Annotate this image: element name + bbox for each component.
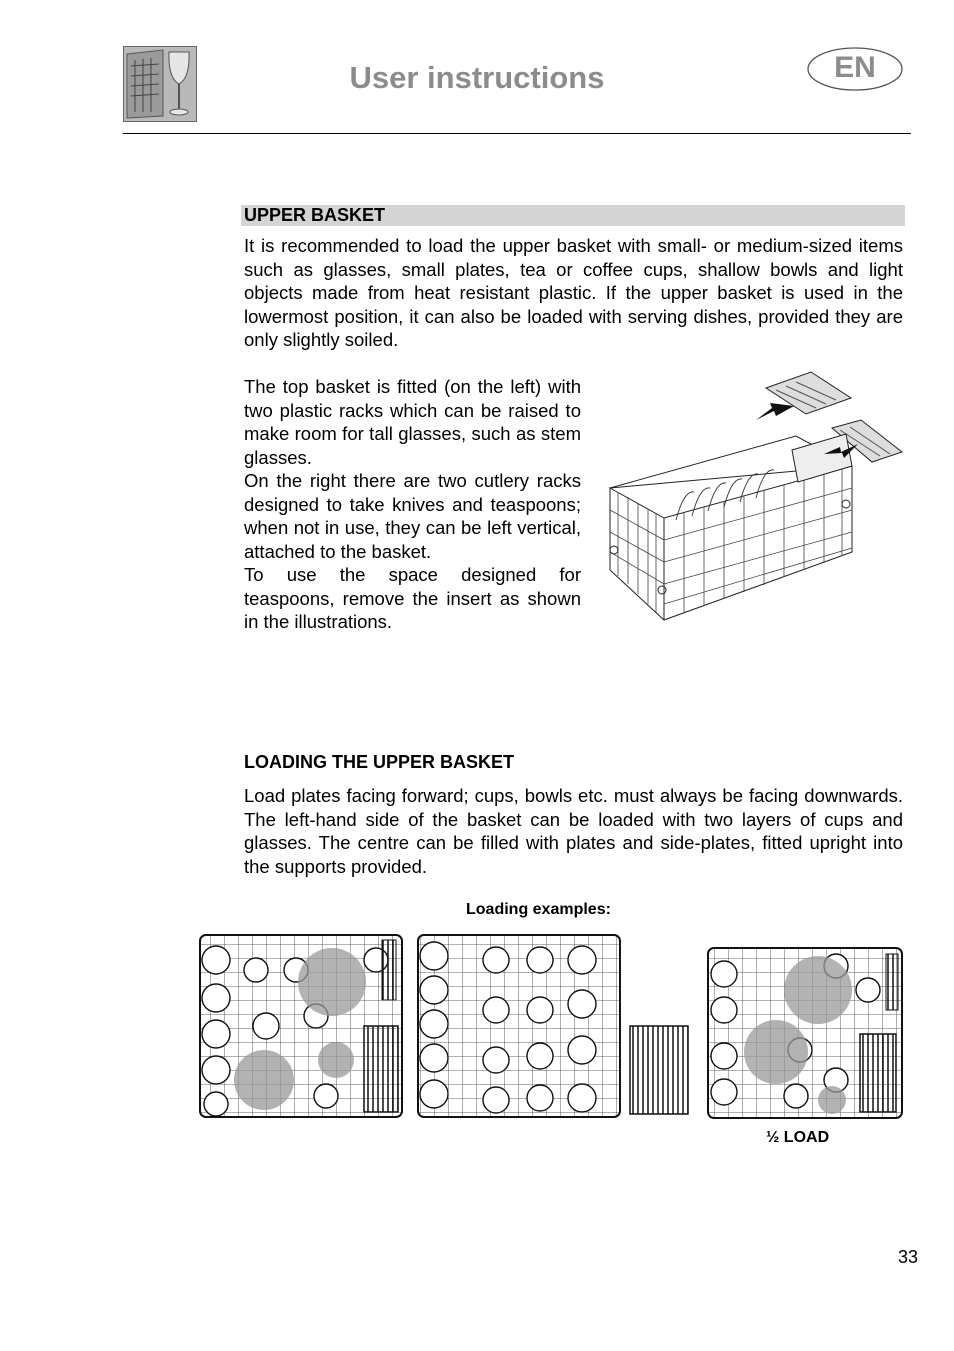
header-divider [123,133,911,134]
full-load-example-2 [418,935,620,1117]
language-badge: EN [806,46,904,92]
loading-heading: LOADING THE UPPER BASKET [244,752,515,772]
cutlery-rack [630,1026,688,1114]
page-number: 33 [898,1247,919,1267]
page-title: User instructions [349,60,605,95]
half-load-label: ½ LOAD [766,1129,830,1146]
full-load-example-1 [200,935,402,1117]
upper-basket-heading: UPPER BASKET [241,205,905,226]
loading-examples-label: Loading examples: [466,901,611,918]
upper-basket-details [244,375,581,634]
cutlery-paragraph: On the right there are two cutlery racks designed to take knives and teaspoons; when not in use, they can be left vertical, attached to the basket. [244,470,581,562]
loading-paragraph: Load plates facing forward; cups, bowls etc. must always be facing downwards. The left-hand side of the basket can be loaded with two layers of cups and glasses. The centre can be filled with plates and side-plates, fitted upright into the supports provided. [244,785,903,877]
half-load-example [708,948,902,1118]
racks-paragraph: The top basket is fitted (on the left) with two plastic racks which can be raised to make room for tall glasses, such as stem glasses. [244,376,581,468]
teaspoon-paragraph: To use the space designed for teaspoons, remove the insert as shown in the illustrations. [244,564,581,632]
upper-basket-intro: It is recommended to load the upper basket with small- or medium-sized items such as glasses, small plates, tea or coffee cups, shallow bowls and light objects made from heat resistant plastic. If the upper basket is used in the lowermost position, it can also be loaded with serving dishes, provided they are only slightly soiled. [244,235,903,350]
upper-basket-illustration [606,370,906,628]
loading-examples-illustration [196,930,906,1122]
